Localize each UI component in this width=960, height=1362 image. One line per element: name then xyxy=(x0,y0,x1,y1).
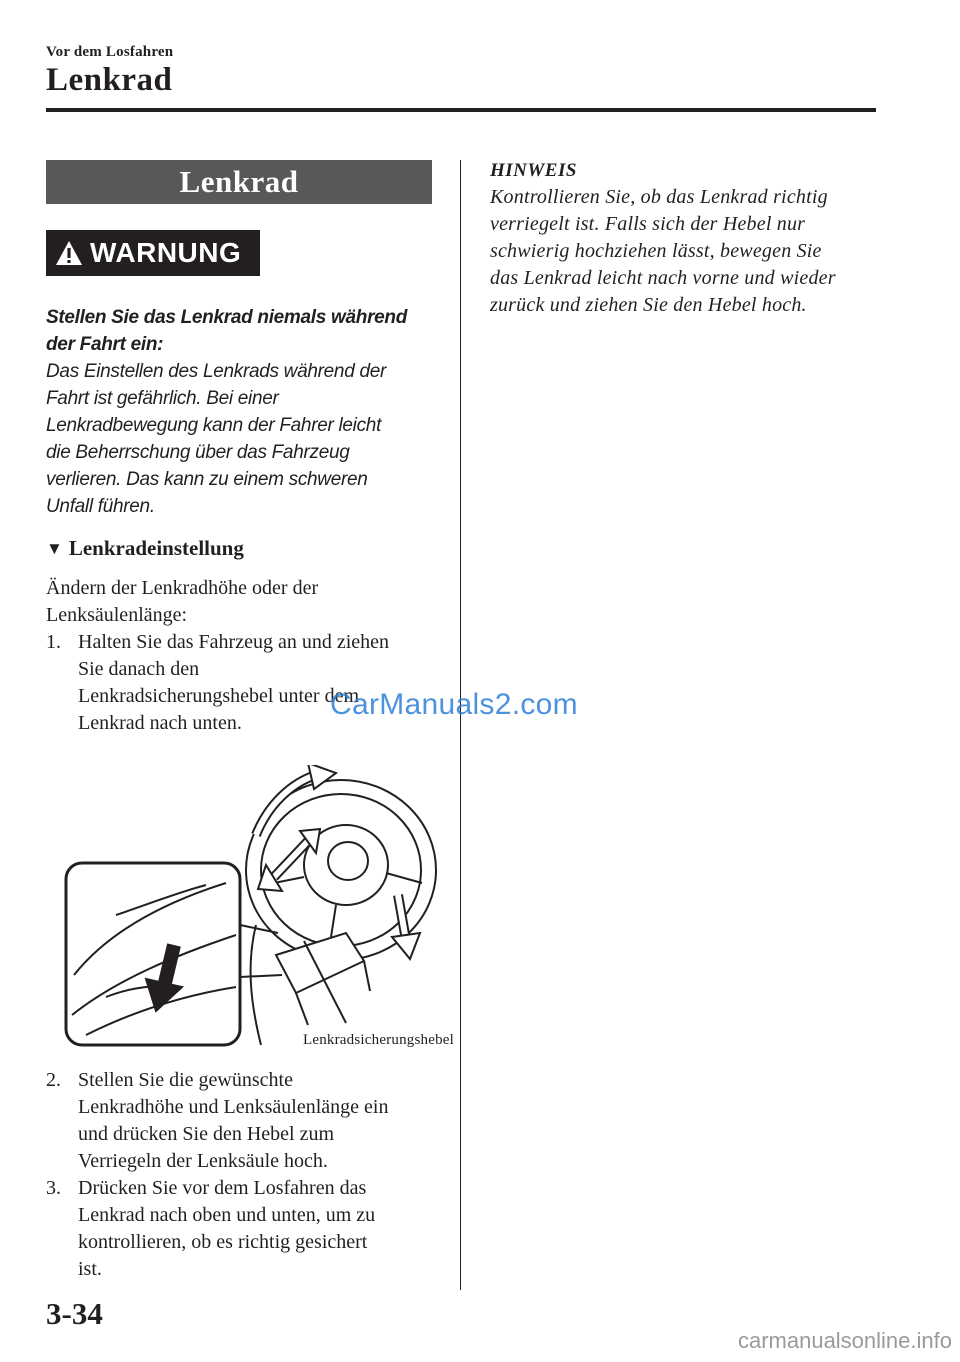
step-line: Lenkrad nach oben und unten, um zu xyxy=(78,1204,376,1226)
step-line: Halten Sie das Fahrzeug an und ziehen xyxy=(78,631,390,653)
subsection-heading xyxy=(46,536,436,561)
step-3 xyxy=(46,1175,436,1283)
note-line: das Lenkrad leicht nach vorne und wieder xyxy=(490,267,836,289)
note-line: schwierig hochziehen lässt, bewegen Sie xyxy=(490,240,822,262)
step-line: kontrollieren, ob es richtig gesichert xyxy=(78,1231,368,1253)
step-line: und drücken Sie den Hebel zum xyxy=(78,1123,335,1145)
warning-badge xyxy=(46,230,260,276)
warning-body-line: Das Einstellen des Lenkrads während der xyxy=(46,361,387,382)
note-line: zurück und ziehen Sie den Hebel hoch. xyxy=(490,294,807,316)
subsection-title: Lenkradeinstellung xyxy=(68,536,244,560)
steps-after-figure xyxy=(46,1067,436,1283)
watermark: CarManuals2.com xyxy=(330,688,578,721)
header-rule xyxy=(46,108,876,112)
warning-body-line: Unfall führen. xyxy=(46,496,155,517)
step-line: Verriegeln der Lenksäule hoch. xyxy=(78,1150,328,1172)
intro-line: Lenksäulenlänge: xyxy=(46,604,188,626)
note-heading: HINWEIS xyxy=(490,160,577,181)
warning-text-block xyxy=(46,304,436,520)
step-line: Lenkrad nach unten. xyxy=(78,712,242,734)
step-line: Drücken Sie vor dem Losfahren das xyxy=(78,1177,367,1199)
note-line: verriegelt ist. Falls sich der Hebel nur xyxy=(490,213,806,235)
step-line: Sie danach den xyxy=(78,658,200,680)
warning-body-line: die Beherrschung über das Fahrzeug xyxy=(46,442,350,463)
step-2 xyxy=(46,1067,436,1175)
step-line: Lenkradsicherungshebel unter dem xyxy=(78,685,360,707)
step-text xyxy=(78,1067,436,1175)
section-title-band: Lenkrad xyxy=(46,160,432,204)
step-line: Stellen Sie die gewünschte xyxy=(78,1069,293,1091)
note-text xyxy=(490,184,880,319)
steering-wheel-illustration xyxy=(46,765,446,1055)
step-line: Lenkradhöhe und Lenksäulenlänge ein xyxy=(78,1096,389,1118)
step-number: 3. xyxy=(46,1177,61,1199)
column-divider xyxy=(460,160,461,1290)
running-head: Vor dem Losfahren xyxy=(46,44,174,60)
warning-body-line: verlieren. Das kann zu einem schweren xyxy=(46,469,368,490)
intro-line: Ändern der Lenkradhöhe oder der xyxy=(46,577,319,599)
warning-body-line: Lenkradbewegung kann der Fahrer leicht xyxy=(46,415,382,436)
warning-heading-line: der Fahrt ein: xyxy=(46,334,164,355)
warning-label: WARNUNG xyxy=(90,237,242,268)
note-line: Kontrollieren Sie, ob das Lenkrad richtig xyxy=(490,186,828,208)
right-column xyxy=(490,160,880,319)
intro-text xyxy=(46,575,436,629)
step-number: 2. xyxy=(46,1069,61,1091)
footer-site-link[interactable]: carmanualsonline.info xyxy=(737,1328,952,1353)
step-line: ist. xyxy=(78,1258,102,1280)
warning-heading xyxy=(46,304,436,358)
warning-triangle-icon xyxy=(54,239,84,267)
page-number: 3-34 xyxy=(46,1296,103,1331)
step-text xyxy=(78,1175,436,1283)
warning-body-line: Fahrt ist gefährlich. Bei einer xyxy=(46,388,279,409)
triangle-bullet-icon: ▼ xyxy=(46,538,63,558)
step-number: 1. xyxy=(46,631,61,653)
figure-caption: Lenkradsicherungshebel xyxy=(302,1032,454,1048)
steering-wheel-figure xyxy=(46,765,454,1055)
warning-heading-line: Stellen Sie das Lenkrad niemals während xyxy=(46,307,408,328)
page-header-title: Lenkrad xyxy=(46,62,173,98)
